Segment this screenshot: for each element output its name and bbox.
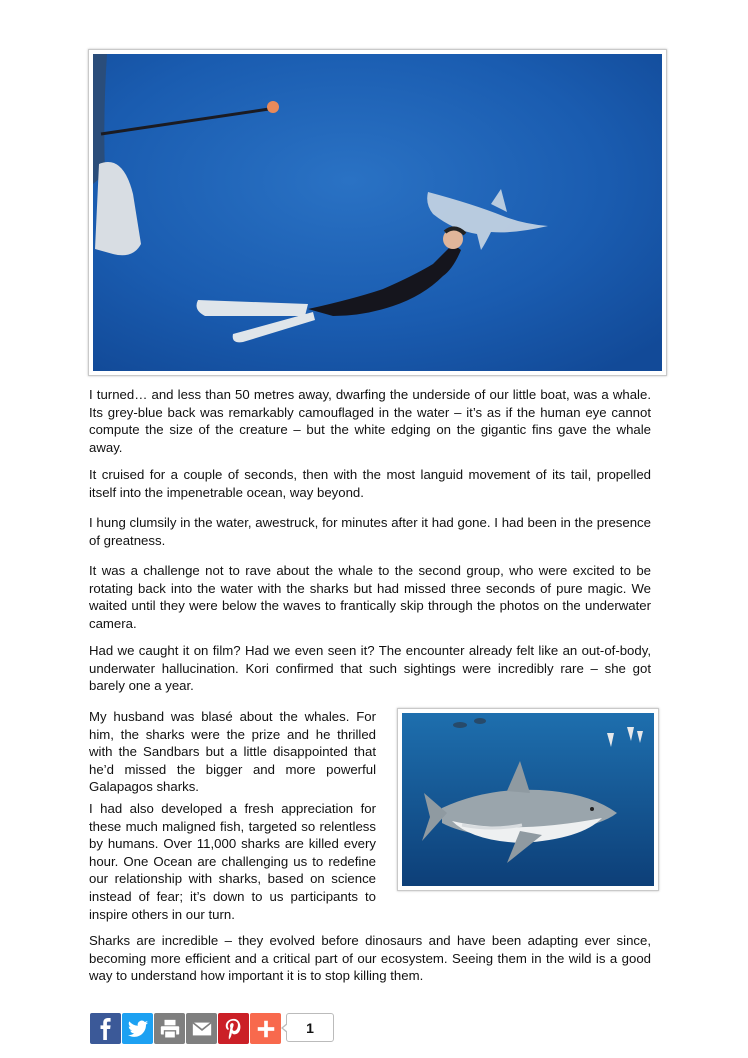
paragraph-whale-departure: It cruised for a couple of seconds, then with the most languid movement of its tail, propelled itself into the impenetrable ocean, way beyond. bbox=[89, 467, 651, 500]
twitter-icon bbox=[127, 1018, 149, 1040]
paragraph-sharks-incredible: Sharks are incredible – they evolved before dinosaurs and have been adapting ever since, becoming more efficient and a critical part of our ecosystem. Seeing them in the wild is a good way to understand how important it is to stop killing them. bbox=[89, 933, 651, 984]
shark-photo bbox=[397, 708, 659, 891]
paragraph-second-group: It was a challenge not to rave about the whale to the second group, who were excited to be rotating back into the water with the sharks but had missed three seconds of pure magic. We waited until they were below the waves to frantically skip through the photos on the underwater camera. bbox=[89, 563, 651, 631]
paragraph-husband-sharks: My husband was blasé about the whales. For him, the sharks were the prize and he thrilled with the Sandbars but a little disappointed that he’d missed the bigger and more powerful Galapagos sharks. bbox=[89, 709, 376, 795]
print-icon bbox=[159, 1018, 181, 1040]
more-share-button[interactable] bbox=[250, 1013, 281, 1044]
email-icon bbox=[191, 1018, 213, 1040]
paragraph-hallucination: Had we caught it on film? Had we even seen it? The encounter already felt like an out-of-body, underwater hallucination. Kori confirmed that such sightings were incredibly rare – she got barely one a year. bbox=[89, 643, 651, 694]
share-toolbar bbox=[90, 1013, 334, 1046]
facebook-share-button[interactable] bbox=[90, 1013, 121, 1044]
diver-shark-illustration bbox=[93, 54, 662, 371]
hero-photo-diver-with-shark bbox=[88, 49, 667, 376]
pinterest-icon bbox=[223, 1018, 245, 1040]
paragraph-appreciation: I had also developed a fresh appreciation for these much maligned fish, targeted so relentless by humans. Over 11,000 sharks are killed every hour. One Ocean are challenging us to redefine our relationship with sharks, based on science instead of fear; it’s down to us participants to inspire others in our turn. bbox=[89, 801, 376, 922]
paragraph-awestruck: I hung clumsily in the water, awestruck, for minutes after it had gone. I had been in the presence of greatness. bbox=[89, 515, 651, 548]
email-share-button[interactable] bbox=[186, 1013, 217, 1044]
twitter-share-button[interactable] bbox=[122, 1013, 153, 1044]
print-button[interactable] bbox=[154, 1013, 185, 1044]
facebook-icon bbox=[95, 1018, 117, 1040]
pinterest-share-button[interactable] bbox=[218, 1013, 249, 1044]
paragraph-whale-sighting: I turned… and less than 50 metres away, dwarfing the underside of our little boat, was a whale. Its grey-blue back was remarkably camouflaged in the water – it’s as if the human eye cannot compute the size of the creature – but the white edging on the gigantic fins gave the whale away. bbox=[89, 387, 651, 455]
shark-illustration bbox=[402, 713, 654, 886]
share-count: 1 bbox=[286, 1013, 334, 1042]
plus-icon bbox=[255, 1018, 277, 1040]
